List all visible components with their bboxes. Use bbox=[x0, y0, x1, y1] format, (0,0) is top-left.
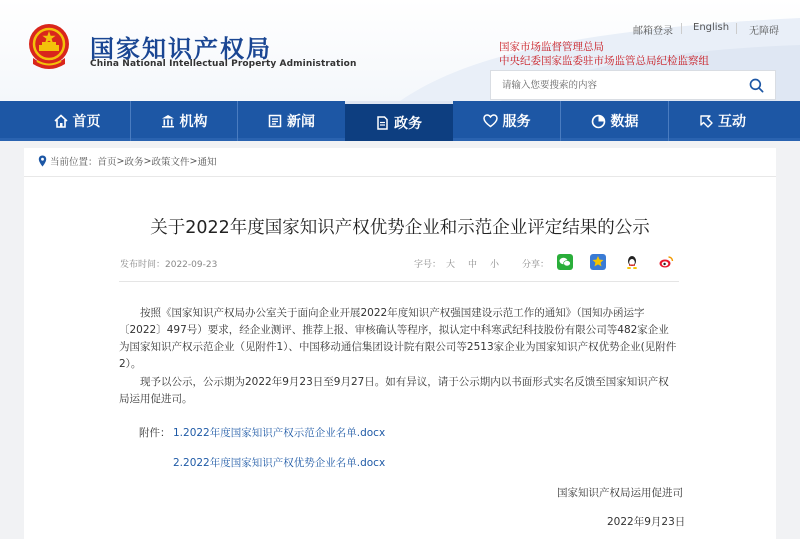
accessibility-link[interactable]: 无障碍 bbox=[749, 26, 779, 37]
nav-item-news[interactable] bbox=[238, 101, 345, 141]
nav-item-institution[interactable] bbox=[131, 101, 237, 141]
nav-item-interaction[interactable] bbox=[669, 101, 776, 141]
nav-item-data[interactable] bbox=[561, 101, 668, 141]
document-icon bbox=[376, 116, 389, 130]
breadcrumb-separator: > bbox=[189, 155, 198, 167]
breadcrumb-separator: > bbox=[116, 155, 125, 167]
article-paragraph: 按照《国家知识产权局办公室关于面向企业开展2022年度知识产权强国建设示范工作的通知》（国知办函运字〔2022〕497号）要求，经企业测评、推荐上报、审核确认等程序，拟认定中科寒武纪科技股份有限公司等482家企业为国家知识产权示范企业（见附件1）、中国移动通信集团设计院有限公司等2513家企业为国家知识产权优势企业(见附件2）。 bbox=[119, 307, 677, 370]
nav-label: 新闻 bbox=[287, 114, 315, 130]
breadcrumb-item-home[interactable]: 首页 bbox=[97, 157, 117, 168]
font-size-small[interactable]: 小 bbox=[490, 260, 500, 270]
divider bbox=[736, 23, 737, 34]
breadcrumb bbox=[38, 154, 216, 168]
breadcrumb-prefix: 当前位置： bbox=[50, 157, 98, 168]
attachment-label: 附件： bbox=[139, 427, 171, 439]
interaction-icon bbox=[699, 114, 713, 128]
attachment-link-2[interactable]: 2.2022年度国家知识产权优势企业名单.docx bbox=[173, 457, 386, 469]
divider bbox=[681, 23, 682, 34]
nav-label: 数据 bbox=[610, 114, 639, 130]
font-size-label: 字号： bbox=[414, 260, 442, 270]
publish-time: 发布时间：2022-09-23 bbox=[120, 260, 218, 270]
divider bbox=[119, 281, 679, 282]
nav-item-government-affairs[interactable] bbox=[345, 101, 453, 141]
nav-label: 机构 bbox=[179, 114, 208, 130]
site-title: 国家知识产权局 bbox=[90, 35, 272, 63]
org-link-discipline[interactable]: 中央纪委国家监委驻市场监管总局纪检监察组 bbox=[499, 55, 709, 67]
font-size-medium[interactable]: 中 bbox=[468, 260, 478, 270]
breadcrumb-item-government-affairs[interactable]: 政务 bbox=[124, 157, 144, 168]
search-input[interactable] bbox=[491, 71, 737, 99]
share-label: 分享： bbox=[522, 260, 550, 270]
breadcrumb-item-notice[interactable]: 通知 bbox=[197, 157, 217, 168]
english-link[interactable]: English bbox=[693, 22, 730, 33]
article-title: 关于2022年度国家知识产权优势企业和示范企业评定结果的公示 bbox=[150, 218, 650, 238]
site-header bbox=[0, 0, 800, 101]
nav-item-home[interactable] bbox=[24, 101, 130, 141]
divider bbox=[24, 176, 776, 177]
nav-item-service[interactable] bbox=[453, 101, 560, 141]
national-emblem bbox=[25, 22, 73, 72]
article-card bbox=[24, 148, 776, 539]
qzone-star-icon[interactable] bbox=[590, 254, 606, 270]
search-button[interactable] bbox=[737, 71, 775, 99]
breadcrumb-item-policy-documents[interactable]: 政策文件 bbox=[151, 157, 190, 168]
search-icon bbox=[749, 78, 764, 93]
service-heart-icon bbox=[483, 114, 498, 128]
location-pin-icon bbox=[38, 155, 47, 167]
search-box bbox=[490, 70, 776, 100]
nav-label: 服务 bbox=[502, 114, 531, 130]
home-icon bbox=[54, 114, 68, 128]
mail-login-link[interactable]: 邮箱登录 bbox=[633, 26, 673, 37]
weibo-icon[interactable] bbox=[658, 254, 674, 270]
breadcrumb-separator: > bbox=[143, 155, 152, 167]
wechat-icon[interactable] bbox=[557, 254, 573, 270]
qq-icon[interactable] bbox=[624, 254, 640, 270]
nav-label: 首页 bbox=[72, 114, 101, 130]
data-chart-icon bbox=[591, 114, 606, 129]
signature: 国家知识产权局运用促进司 bbox=[557, 487, 683, 499]
org-link-samr[interactable]: 国家市场监督管理总局 bbox=[499, 41, 604, 53]
main-nav bbox=[0, 101, 800, 141]
publish-date: 2022年9月23日 bbox=[607, 516, 686, 528]
news-icon bbox=[268, 114, 282, 128]
site-subtitle: China National Intellectual Property Administration bbox=[90, 59, 357, 69]
article-paragraph: 现予以公示，公示期为2022年9月23日至9月27日。如有异议，请于公示期内以书面形式实名反馈至国家知识产权局运用促进司。 bbox=[119, 376, 669, 405]
nav-label: 政务 bbox=[394, 115, 422, 132]
font-size-large[interactable]: 大 bbox=[446, 260, 456, 270]
institution-icon bbox=[161, 114, 175, 128]
nav-label: 互动 bbox=[718, 114, 746, 130]
attachment-link-1[interactable]: 1.2022年度国家知识产权示范企业名单.docx bbox=[173, 427, 386, 439]
